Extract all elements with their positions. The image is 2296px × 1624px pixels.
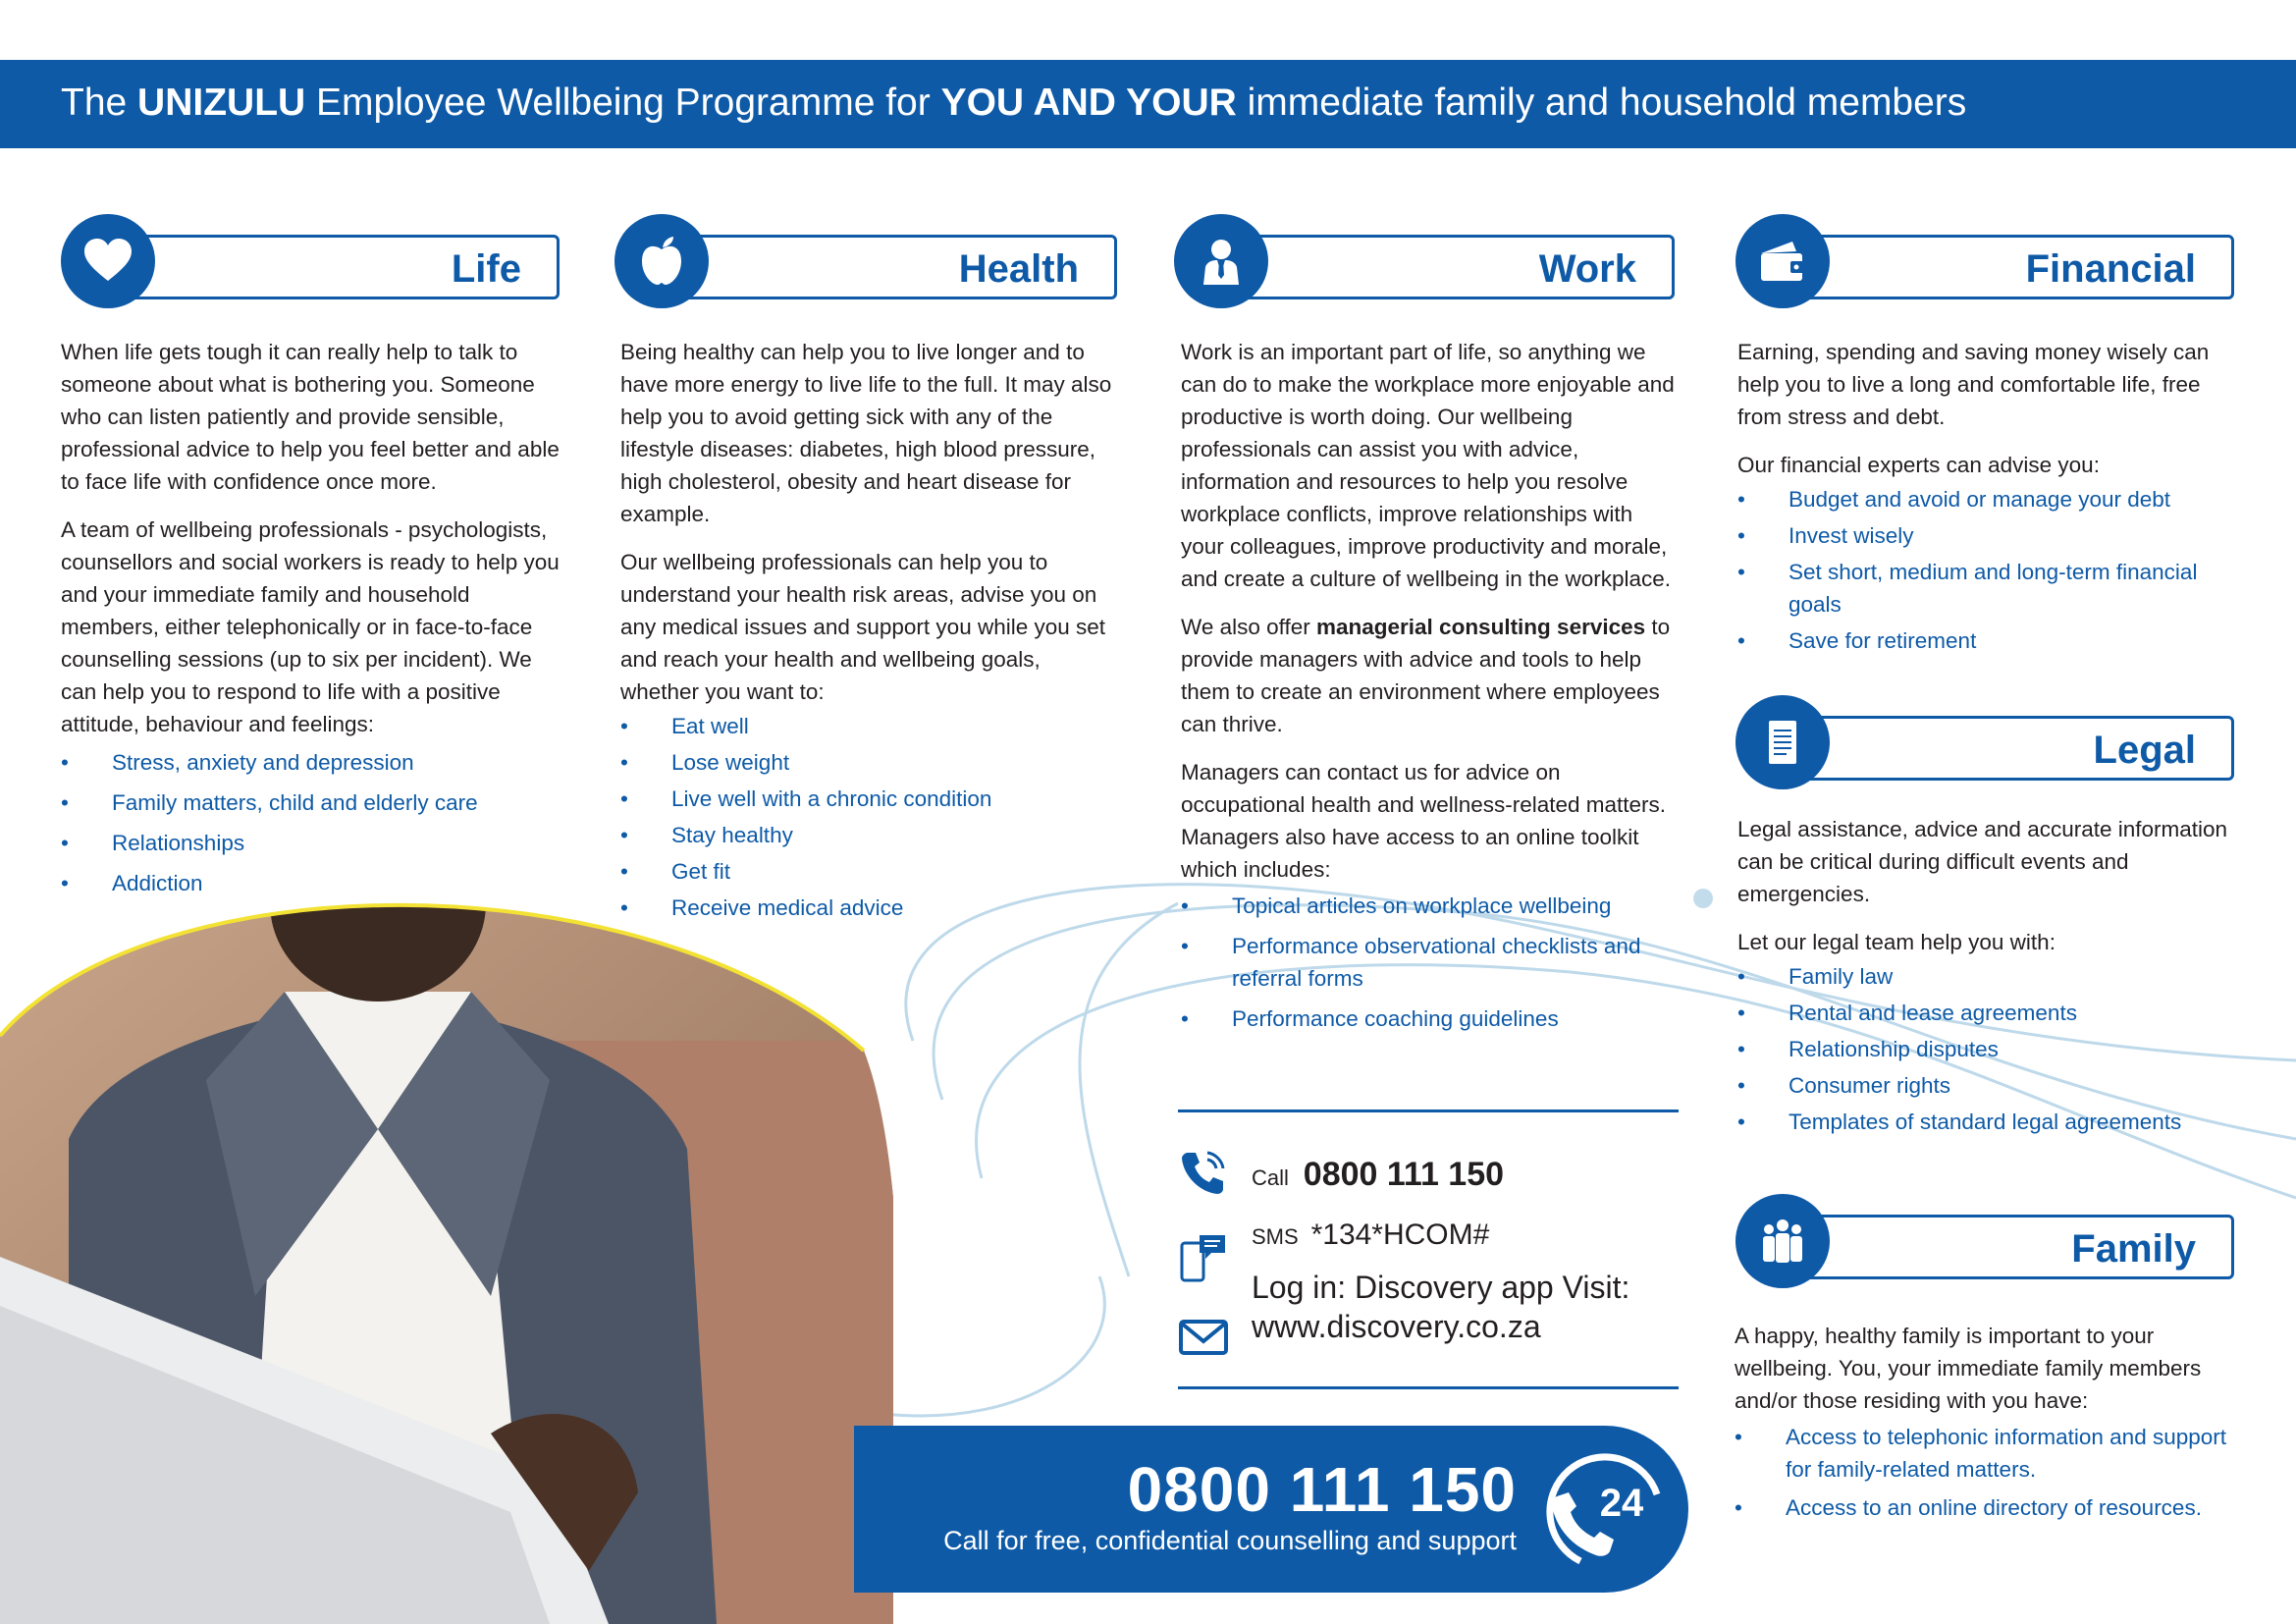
health-paragraph-2: Our wellbeing professionals can help you to understand your health risk areas, advise you on any medical issues and support you while you set and reach your health and wellbeing goals, whether you want to: [620, 550, 1106, 704]
list-item: • Family law [1737, 960, 2248, 993]
life-title: Life [451, 247, 521, 291]
phone-icon [1178, 1147, 1229, 1198]
health-section-header [614, 214, 1117, 308]
list-item: • Consumer rights [1737, 1069, 2248, 1102]
list-item: • Access to an online directory of resources. [1735, 1491, 2245, 1524]
work-paragraph-3: Managers can contact us for advice on occupational health and wellness-related matters. Managers also have access to an online toolkit which includes: [1181, 760, 1667, 882]
call-line [1252, 1156, 1504, 1194]
call-number[interactable]: 0800 111 150 [1303, 1156, 1505, 1193]
legal-body [1737, 813, 2248, 1142]
family-icon [1735, 1194, 1830, 1288]
wallet-icon [1735, 214, 1830, 308]
financial-list [1737, 483, 2248, 657]
man-reading-document-photo [0, 884, 893, 1624]
health-title: Health [958, 247, 1079, 291]
family-paragraph-1: A happy, healthy family is important to your wellbeing. You, your immediate family members and/or those residing with you have: [1735, 1324, 2202, 1413]
list-item: • Performance observational checklists and referral forms [1181, 930, 1682, 995]
list-item: • Family matters, child and elderly care [61, 786, 571, 819]
financial-section-header [1735, 214, 2234, 308]
apple-icon [614, 214, 709, 308]
financial-title: Financial [2025, 247, 2196, 291]
list-item: • Budget and avoid or manage your debt [1737, 483, 2248, 515]
contact-divider-bottom [1178, 1386, 1679, 1389]
work-title: Work [1538, 247, 1636, 291]
sms-line [1252, 1216, 1489, 1252]
work-paragraph-2: We also offer managerial consulting services to provide managers with advice and tools to help them to create an environment where employees can thrive. [1181, 615, 1671, 736]
family-body [1735, 1320, 2245, 1528]
sms-icon [1178, 1227, 1229, 1286]
list-item: • Get fit [620, 855, 1121, 888]
financial-paragraph-1: Earning, spending and saving money wisely can help you to live a long and comfortable life, free from stress and debt. [1737, 340, 2210, 429]
list-item: • Stay healthy [620, 819, 1121, 851]
heart-icon [61, 214, 155, 308]
legal-paragraph-1: Legal assistance, advice and accurate information can be critical during difficult events and emergencies. [1737, 817, 2228, 906]
list-item: • Relationships [61, 827, 571, 859]
family-title: Family [2071, 1227, 2196, 1271]
list-item: • Stress, anxiety and depression [61, 746, 571, 779]
list-item: • Relationship disputes [1737, 1033, 2248, 1065]
email-icon [1178, 1312, 1229, 1363]
health-list [620, 710, 1121, 924]
login-line: Log in: Discovery app Visit: [1252, 1270, 1630, 1305]
life-section-header [61, 214, 560, 308]
list-item: • Live well with a chronic condition [620, 783, 1121, 815]
list-item: • Lose weight [620, 746, 1121, 779]
24-hour-phone-icon [1541, 1445, 1669, 1573]
life-paragraph-1: When life gets tough it can really help to talk to someone about what is bothering you. Someone who can listen patiently and provide sensible, professional advice to help you feel better and able to face life with confidence once more. [61, 340, 560, 494]
financial-paragraph-2: Our financial experts can advise you: [1737, 453, 2100, 477]
list-item: • Receive medical advice [620, 892, 1121, 924]
list-item: • Topical articles on workplace wellbeing [1181, 890, 1682, 922]
list-item: • Addiction [61, 867, 571, 899]
work-list [1181, 890, 1682, 1035]
list-item: • Invest wisely [1737, 519, 2248, 552]
work-paragraph-1: Work is an important part of life, so anything we can do to make the workplace more enjoyable and productive is worth doing. Our wellbeing professionals can assist you with advice, information and resources to help you resolve workplace conflicts, improve relationships with your colleagues, improve productivity and morale, and create a culture of wellbeing in the workplace. [1181, 340, 1675, 591]
hotline-badge: 24 [1599, 1482, 1644, 1525]
list-item: • Access to telephonic information and support for family-related matters. [1735, 1421, 2245, 1486]
life-body [61, 336, 571, 903]
page-title: The UNIZULU Employee Wellbeing Programme for YOU AND YOUR immediate family and household members [61, 81, 1967, 124]
list-item: • Rental and lease agreements [1737, 997, 2248, 1029]
hotline-number[interactable]: 0800 111 150 [1127, 1454, 1517, 1525]
page-banner [0, 60, 2296, 148]
legal-paragraph-2: Let our legal team help you with: [1737, 930, 2056, 954]
health-body [620, 336, 1121, 928]
list-item: • Save for retirement [1737, 624, 2248, 657]
list-item: • Performance coaching guidelines [1181, 1002, 1682, 1035]
hotline-subtitle: Call for free, confidential counselling and support [943, 1526, 1517, 1555]
legal-section-header [1735, 695, 2234, 789]
legal-list [1737, 960, 2248, 1138]
sms-label: SMS [1252, 1224, 1299, 1249]
hotline-banner [854, 1426, 1688, 1593]
list-item: • Eat well [620, 710, 1121, 742]
financial-body [1737, 336, 2248, 661]
document-icon [1735, 695, 1830, 789]
legal-title: Legal [2093, 729, 2196, 772]
call-label: Call [1252, 1165, 1289, 1190]
list-item: • Set short, medium and long-term financial goals [1737, 556, 2248, 621]
life-list [61, 746, 571, 899]
life-paragraph-2: A team of wellbeing professionals - psychologists, counsellors and social workers is ready to help you and your immediate family and household members, either telephonically or in face-to-face counselling sessions (up to six per incident). We can help you to respond to life with a positive attitude, behaviour and feelings: [61, 517, 560, 736]
businessman-icon [1174, 214, 1268, 308]
family-list [1735, 1421, 2245, 1524]
contact-divider-top [1178, 1110, 1679, 1112]
work-body [1181, 336, 1682, 1039]
family-section-header [1735, 1194, 2234, 1288]
sms-code: *134*HCOM# [1310, 1218, 1490, 1251]
work-section-header [1174, 214, 1675, 308]
list-item: • Templates of standard legal agreements [1737, 1106, 2248, 1138]
website-link[interactable]: www.discovery.co.za [1252, 1309, 1541, 1344]
health-paragraph-1: Being healthy can help you to live longer and to have more energy to live life to the full. It may also help you to avoid getting sick with any of the lifestyle diseases: diabetes, high blood pressure, high cholesterol, obesity and heart disease for example. [620, 340, 1112, 526]
